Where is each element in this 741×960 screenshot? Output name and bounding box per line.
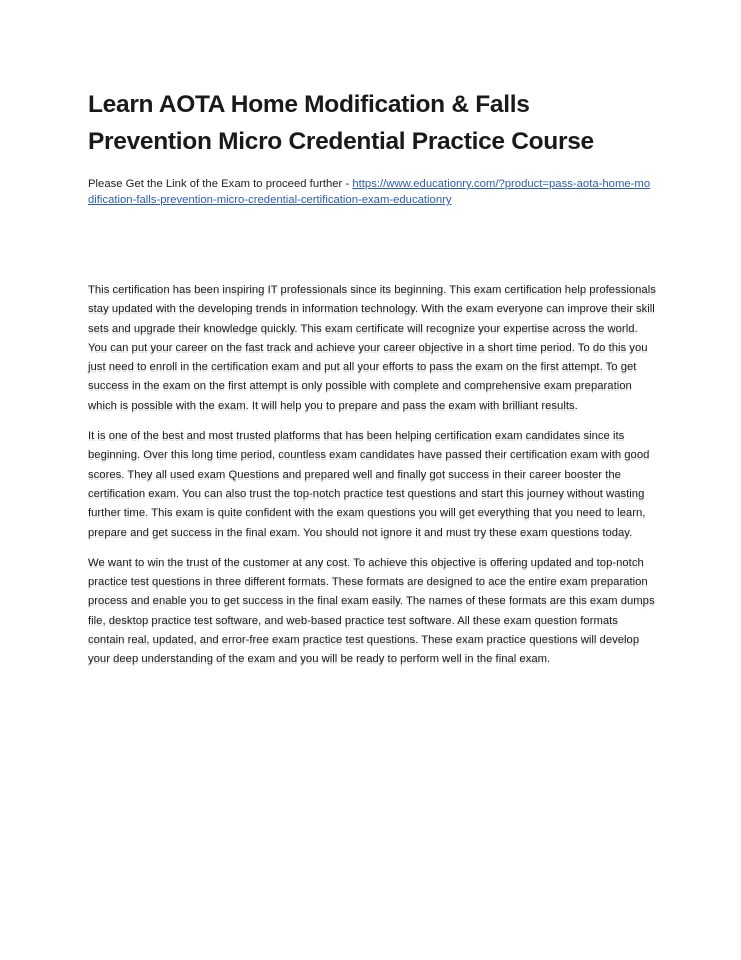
document-page [88, 86, 656, 681]
intro-line [88, 176, 656, 208]
exam-link[interactable]: https://www.educationry.com/?product=pass-aota-home-modification-falls-prevention-micro-credential-certification-exam-educationry [88, 178, 651, 206]
paragraph-2: It is one of the best and most trusted platforms that has been helping certification exam candidates since its beginning. Over this long time period, countless exam candidates have passed their certification exam with good scores. They all used exam Questions and prepared well and finally got success in their career booster the certification exam. You can also trust the top-notch practice test questions and start this journey without wasting further time. This exam is quite confident with the exam questions you will get everything that you need to learn, prepare and get success in the final exam. You should not ignore it and must try these exam questions today. [88, 430, 650, 539]
intro-text: Please Get the Link of the Exam to proceed further - [88, 178, 353, 190]
paragraph-3: We want to win the trust of the customer at any cost. To achieve this objective is offering updated and top-notch practice test questions in three different formats. These formats are designed to ace the entire exam preparation process and enable you to get success in the final exam easily. The names of these formats are this exam dumps file, desktop practice test software, and web-based practice test software. All these exam question formats contain real, updated, and error-free exam practice test questions. These exam practice questions will develop your deep understanding of the exam and you will be ready to perform well in the final exam. [88, 556, 655, 666]
paragraph-1: This certification has been inspiring IT professionals since its beginning. This exam certification help professionals stay updated with the developing trends in information technology. With the exam everyone can improve their skill sets and upgrade their knowledge quickly. This exam certificate will recognize your expertise across the world. You can put your career on the fast track and achieve your career objective in a short time period. To do this you just need to enroll in the certification exam and put all your efforts to pass the exam on the first attempt. To get success in the exam on the first attempt is only possible with complete and comprehensive exam preparation which is possible with the exam. It will help you to prepare and pass the exam with brilliant results. [88, 284, 656, 412]
page-title: Learn AOTA Home Modification & Falls Prevention Micro Credential Practice Course [88, 91, 594, 155]
body-text [88, 281, 656, 670]
